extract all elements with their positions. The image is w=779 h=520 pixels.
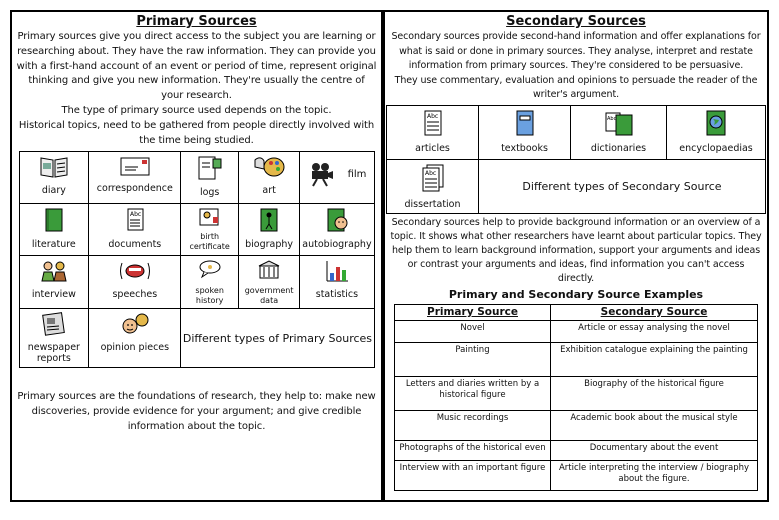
grid-cell-film [300, 152, 374, 204]
svg-text:Abc: Abc [129, 211, 142, 219]
birth-certificate-icon [197, 207, 223, 227]
table-row [395, 440, 758, 460]
grid-label-dissertation: dissertation [404, 198, 461, 210]
diary-icon [39, 155, 69, 179]
table-row [395, 410, 758, 440]
table-row [395, 342, 758, 376]
logs-icon [196, 155, 224, 181]
examples-header-primary: Primary Source [395, 304, 551, 320]
grid-cell-diary [19, 152, 89, 204]
examples-table [394, 304, 758, 491]
secondary-sources-grid [386, 105, 766, 214]
encyclopaedia-icon [703, 109, 729, 137]
spoken-history-icon [196, 259, 224, 281]
svg-text:Abc: Abc [426, 112, 438, 120]
grid-cell-spoken-history [181, 256, 238, 309]
newspaper-icon [41, 312, 67, 336]
interview-icon [39, 259, 69, 283]
table-cell: Painting [395, 342, 551, 376]
primary-type-line-2: Historical topics, need to be gathered from people directly involved with the time being studied. [18, 119, 375, 146]
table-cell: Article or essay analysing the novel [551, 320, 758, 342]
secondary-intro-2: They use commentary, evaluation and opinions to persuade the reader of the writer's argument. [394, 74, 758, 100]
grid-label-interview: interview [31, 289, 76, 301]
table-row [395, 320, 758, 342]
grid-cell-opinion-pieces [89, 309, 181, 368]
grid-cell-encyclopaedias [667, 105, 766, 159]
examples-header-secondary: Secondary Source [551, 304, 758, 320]
secondary-grid-caption: Different types of Secondary Source [479, 159, 766, 213]
svg-text:Abc: Abc [424, 169, 436, 177]
svg-text:Abc: Abc [606, 115, 616, 122]
grid-cell-literature [19, 204, 89, 256]
person-icon [257, 207, 281, 233]
grid-label-articles: articles [415, 142, 450, 154]
table-cell: Letters and diaries written by a historical figure [395, 376, 551, 410]
table-cell: Documentary about the event [551, 440, 758, 460]
table-cell: Biography of the historical figure [551, 376, 758, 410]
film-camera-icon [307, 161, 335, 187]
grid-label-opinion-pieces: opinion pieces [100, 342, 170, 354]
secondary-body: Secondary sources help to provide background information or an overview of a topic. It shows what other researchers have learnt about particular topics. They help them to learn background information, support your arguments and ideas or contrast your arguments and ideas, find information you can't access directly. [390, 216, 762, 284]
textbook-icon [513, 109, 537, 137]
grid-cell-biography [238, 204, 300, 256]
grid-cell-government-data [238, 256, 300, 309]
dictionary-icon [603, 109, 635, 137]
table-cell: Academic book about the musical style [551, 410, 758, 440]
grid-label-literature: literature [31, 239, 76, 251]
table-cell: Novel [395, 320, 551, 342]
grid-label-government-data: government data [244, 286, 294, 305]
table-row [395, 460, 758, 490]
grid-label-textbooks: textbooks [501, 142, 548, 154]
dissertation-icon [419, 163, 447, 193]
grid-cell-art [238, 152, 300, 204]
grid-cell-birth-certificate [181, 204, 238, 256]
grid-label-newspaper-reports: newspaper reports [27, 342, 80, 365]
grid-label-diary: diary [41, 185, 66, 197]
grid-cell-statistics [300, 256, 374, 309]
art-palette-icon [252, 155, 286, 179]
speech-mouth-icon [118, 259, 152, 283]
grid-label-speeches: speeches [112, 289, 158, 301]
grid-label-birth-certificate: birth certificate [189, 232, 230, 251]
envelope-icon [118, 155, 152, 177]
grid-label-autobiography: autobiography [302, 239, 372, 251]
table-cell: Photographs of the historical even [395, 440, 551, 460]
grid-label-documents: documents [108, 239, 162, 251]
grid-cell-logs [181, 152, 238, 204]
grid-label-statistics: statistics [315, 289, 359, 301]
grid-cell-newspaper-reports [19, 309, 89, 368]
secondary-intro: Secondary sources provide second-hand information and offer explanations for what is said or done in primary sources. They analyse, interpret and restate information from primary sources. They're considered to be persuasive. [391, 31, 761, 71]
primary-intro: Primary sources give you direct access to the subject you are learning or researching about. They have the raw information. They can provide you with a first-hand account of an event or period of time, represent original thinking and give you new information. They're usually the centre of your research. [16, 31, 377, 102]
article-icon [420, 109, 446, 137]
table-cell: Interview with an important figure [395, 460, 551, 490]
grid-cell-correspondence [89, 152, 181, 204]
secondary-title: Secondary Sources [506, 14, 646, 29]
government-data-icon [255, 259, 283, 281]
statistics-icon [324, 259, 350, 283]
examples-title: Primary and Secondary Source Examples [448, 287, 704, 301]
table-cell: Music recordings [395, 410, 551, 440]
grid-label-correspondence: correspondence [96, 183, 173, 195]
grid-label-encyclopaedias: encyclopaedias [679, 142, 753, 154]
grid-label-dictionaries: dictionaries [590, 142, 647, 154]
grid-cell-dictionaries [571, 105, 667, 159]
primary-sources-grid [19, 151, 375, 368]
primary-sources-panel [10, 10, 383, 502]
table-cell: Exhibition catalogue explaining the painting [551, 342, 758, 376]
grid-label-biography: biography [245, 239, 294, 251]
grid-cell-articles [387, 105, 479, 159]
opinion-faces-icon [120, 312, 150, 336]
grid-label-spoken-history: spoken history [195, 286, 224, 305]
grid-cell-autobiography [300, 204, 374, 256]
primary-title: Primary Sources [136, 14, 257, 29]
book-icon [42, 207, 66, 233]
primary-outro: Primary sources are the foundations of research, they help to: make new discoveries, provide evidence for your argument; and give credible information about the topic. [17, 391, 376, 432]
grid-cell-documents [89, 204, 181, 256]
grid-cell-speeches [89, 256, 181, 309]
primary-grid-caption: Different types of Primary Sources [181, 309, 374, 368]
table-cell: Article interpreting the interview / biography about the figure. [551, 460, 758, 490]
grid-label-logs: logs [199, 187, 220, 199]
table-row [395, 376, 758, 410]
grid-cell-textbooks [479, 105, 571, 159]
document-icon [123, 207, 147, 233]
grid-label-film: film [347, 168, 367, 180]
autobiography-icon [324, 207, 350, 233]
secondary-sources-panel [383, 10, 769, 502]
primary-type-line-1: The type of primary source used depends on the topic. [61, 104, 332, 116]
grid-label-art: art [262, 185, 276, 197]
grid-cell-dissertation [387, 159, 479, 213]
grid-cell-interview [19, 256, 89, 309]
